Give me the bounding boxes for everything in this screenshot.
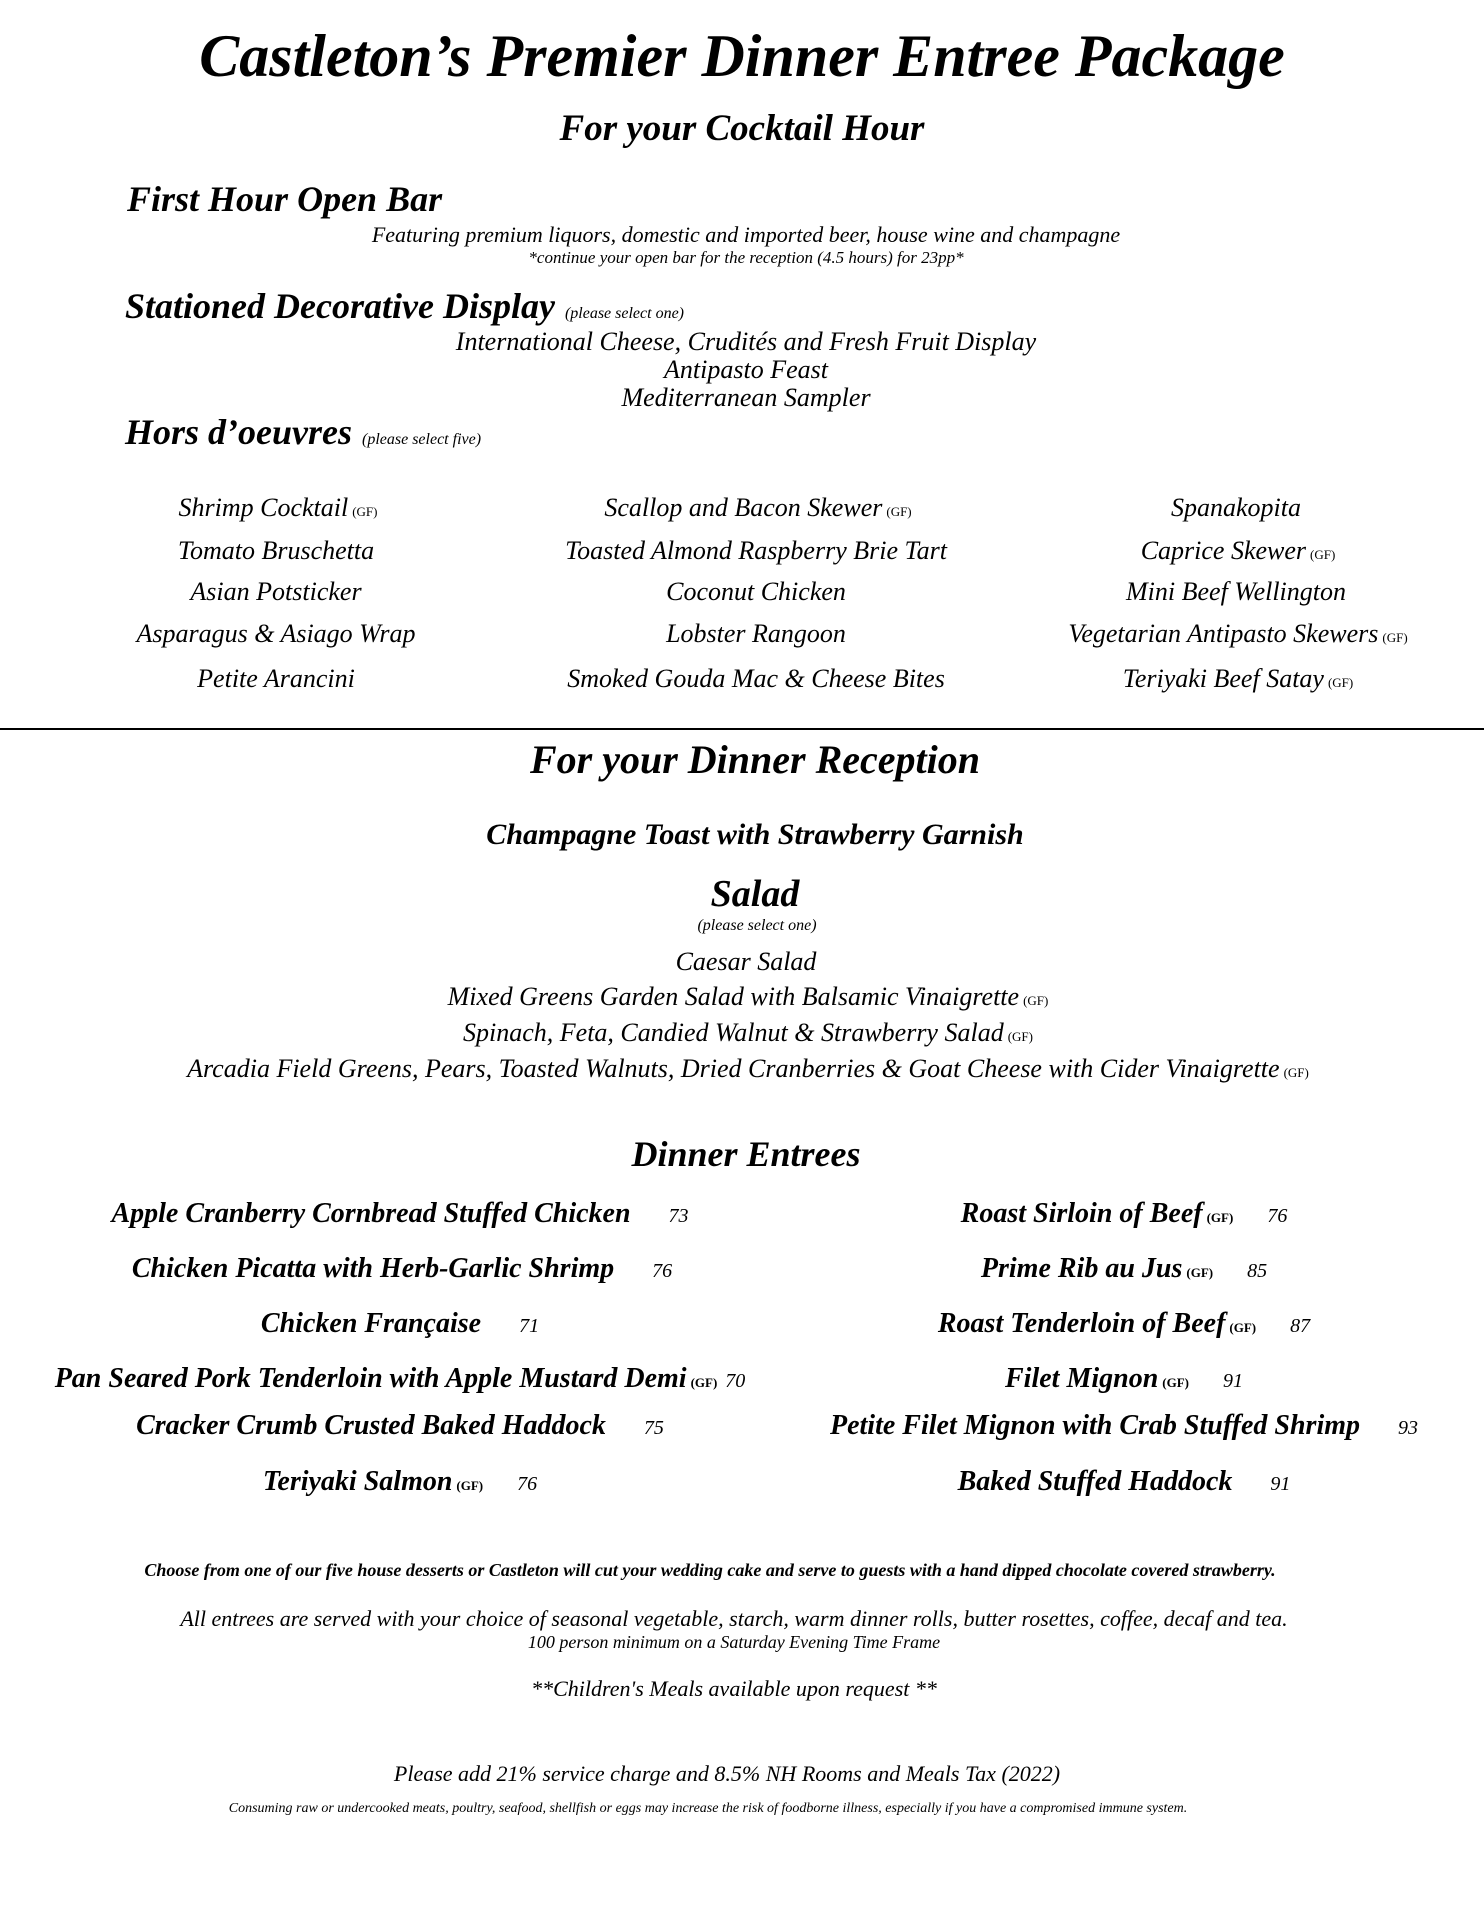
hors-item: [565, 536, 951, 566]
hors-select-note: (please select five): [362, 431, 482, 448]
entree-item: [981, 1253, 1267, 1285]
price: 87: [1290, 1315, 1311, 1337]
entree-item-name: Roast Sirloin of Beef: [960, 1198, 1203, 1229]
hors-item: [666, 619, 850, 649]
gf-tag: (GF): [1327, 675, 1354, 690]
price: 71: [519, 1315, 540, 1337]
entree-item: [132, 1253, 672, 1285]
gf-tag: (GF): [1382, 630, 1408, 645]
hors-item: [178, 536, 378, 566]
display-heading: Stationed Decorative Display: [125, 286, 555, 326]
entree-item-name: Chicken Picatta with Herb-Garlic Shrimp: [131, 1253, 615, 1284]
entree-item-name: Petite Filet Mignon with Crab Stuffed Shrimp: [829, 1410, 1361, 1441]
open-bar-description: Featuring premium liquors, domestic and imported beer, house wine and champagne: [371, 222, 1121, 247]
entree-item: [55, 1363, 746, 1395]
open-bar-heading: First Hour Open Bar: [127, 179, 443, 219]
display-select-note: (please select one): [564, 305, 685, 322]
gf-tag: (GF): [690, 1375, 718, 1390]
salad-heading: Salad: [710, 873, 800, 915]
entree-item-name: Baked Stuffed Haddock: [957, 1466, 1233, 1497]
hors-item: [666, 577, 850, 607]
entree-item: [958, 1466, 1291, 1498]
display-option: Mediterranean Sampler: [621, 383, 871, 412]
hors-item-name: Spanakopita: [1171, 493, 1301, 522]
hors-item: [604, 493, 911, 523]
price: 76: [1267, 1205, 1288, 1227]
gf-tag: (GF): [1007, 1029, 1033, 1044]
entree-item: [1005, 1363, 1243, 1395]
hors-item: [1126, 577, 1350, 607]
hors-item-name: Asparagus & Asiago Wrap: [136, 619, 416, 648]
gf-tag: (GF): [352, 504, 378, 519]
foodborne-warning: Consuming raw or undercooked meats, poultry, seafood, shellfish or eggs may increase the risk of foodborne illness, especially if you have a compromised immune system.: [228, 1801, 1188, 1816]
gf-tag: (GF): [1206, 1210, 1234, 1225]
cocktail-heading: For your Cocktail Hour: [559, 108, 925, 149]
gf-tag: (GF): [1162, 1375, 1189, 1390]
display-heading-row: [125, 285, 684, 327]
hors-item: [1068, 619, 1407, 649]
hors-item-name: Mini Beef Wellington: [1126, 577, 1346, 606]
entree-item-name: Roast Tenderloin of Beef: [937, 1308, 1226, 1339]
entree-item: [938, 1308, 1310, 1340]
salad-option-name: Spinach, Feta, Candied Walnut & Strawberry Salad: [463, 1018, 1004, 1047]
entree-item-name: Teriyaki Salmon: [262, 1466, 453, 1497]
entree-item-name: Cracker Crumb Crusted Baked Haddock: [136, 1410, 606, 1441]
price: 75: [643, 1417, 664, 1439]
hors-item-name: Lobster Rangoon: [666, 619, 846, 648]
entree-item: [830, 1410, 1418, 1442]
hors-heading-row: [125, 411, 481, 453]
children-note: **Children's Meals available upon request **: [531, 1676, 937, 1701]
hors-item: [190, 577, 365, 607]
entree-item-name: Filet Mignon: [1005, 1363, 1159, 1394]
open-bar-note: *continue your open bar for the reception (4.5 hours) for 23pp*: [528, 248, 964, 267]
salad-option-name: Mixed Greens Garden Salad with Balsamic Vinaigrette: [447, 982, 1020, 1011]
dinner-heading: For your Dinner Reception: [529, 737, 981, 782]
entree-item: [263, 1466, 537, 1498]
entree-item-name: Chicken Française: [260, 1308, 482, 1339]
gf-tag: (GF): [456, 1478, 484, 1493]
hors-item: [567, 664, 949, 694]
gf-tag: (GF): [1283, 1065, 1309, 1080]
service-charge-note: Please add 21% service charge and 8.5% NH Rooms and Meals Tax (2022): [393, 1761, 1061, 1786]
entree-item-name: Pan Seared Pork Tenderloin with Apple Mustard Demi: [54, 1363, 687, 1394]
served-note: All entrees are served with your choice of seasonal vegetable, starch, warm dinner rolls, butter rosettes, coffee, decaf and tea.: [180, 1606, 1288, 1631]
price: 85: [1247, 1260, 1268, 1282]
hors-item-name: Caprice Skewer: [1140, 536, 1307, 565]
hors-item-name: Shrimp Cocktail: [178, 493, 349, 522]
page-title: Castleton’s Premier Dinner Entree Package: [199, 23, 1285, 89]
hors-item-name: Toasted Almond Raspberry Brie Tart: [565, 536, 947, 565]
hors-item-name: Vegetarian Antipasto Skewers: [1068, 619, 1379, 648]
salad-option: [676, 947, 821, 977]
price: 93: [1398, 1417, 1419, 1439]
hors-item: [136, 619, 419, 649]
entree-item-name: Prime Rib au Jus: [980, 1253, 1183, 1284]
hors-item-name: Petite Arancini: [197, 664, 355, 693]
salad-option: [463, 1018, 1033, 1048]
hors-item-name: Teriyaki Beef Satay: [1122, 664, 1324, 693]
display-option: Antipasto Feast: [664, 355, 828, 384]
salad-option-name: Caesar Salad: [675, 947, 817, 976]
hors-heading: Hors d’oeuvres: [125, 412, 352, 452]
price: 91: [1270, 1473, 1291, 1495]
price: 73: [668, 1205, 689, 1227]
section-divider: [0, 728, 1484, 730]
price: 91: [1222, 1370, 1243, 1392]
gf-tag: (GF): [1186, 1265, 1214, 1280]
hors-item: [197, 664, 359, 694]
hors-item: [1141, 536, 1336, 566]
hors-item: [1123, 664, 1354, 694]
hors-item-name: Tomato Bruschetta: [177, 536, 375, 565]
price: 76: [517, 1473, 538, 1495]
entree-item: [961, 1198, 1288, 1230]
minimum-note: 100 person minimum on a Saturday Evening Time Frame: [527, 1632, 941, 1652]
gf-tag: (GF): [1023, 993, 1049, 1008]
hors-item-name: Scallop and Bacon Skewer: [604, 493, 883, 522]
salad-option: [448, 982, 1049, 1012]
hors-item-name: Coconut Chicken: [666, 577, 846, 606]
entree-item: [261, 1308, 539, 1340]
salad-option-name: Arcadia Field Greens, Pears, Toasted Walnuts, Dried Cranberries & Goat Cheese with Cider Vinaigrette: [187, 1054, 1280, 1083]
price: 76: [652, 1260, 673, 1282]
hors-item-name: Smoked Gouda Mac & Cheese Bites: [567, 664, 945, 693]
entree-item: [136, 1410, 664, 1442]
display-option: International Cheese, Crudités and Fresh Fruit Display: [455, 327, 1037, 356]
dessert-note: Choose from one of our five house desserts or Castleton will cut your wedding cake and serve to guests with a hand dipped chocolate covered strawberry.: [144, 1560, 1276, 1580]
gf-tag: (GF): [886, 504, 912, 519]
gf-tag: (GF): [1310, 547, 1336, 562]
hors-item: [179, 493, 378, 523]
gf-tag: (GF): [1229, 1320, 1257, 1335]
price: 70: [725, 1370, 746, 1392]
entree-item: [111, 1198, 688, 1230]
entree-item-name: Apple Cranberry Cornbread Stuffed Chicken: [111, 1198, 631, 1229]
entrees-heading: Dinner Entrees: [631, 1134, 861, 1174]
toast-line: Champagne Toast with Strawberry Garnish: [486, 818, 1024, 851]
hors-item: [1171, 493, 1305, 523]
hors-item-name: Asian Potsticker: [190, 577, 362, 606]
salad-option: [187, 1054, 1309, 1084]
salad-select-note: (please select one): [697, 917, 817, 934]
